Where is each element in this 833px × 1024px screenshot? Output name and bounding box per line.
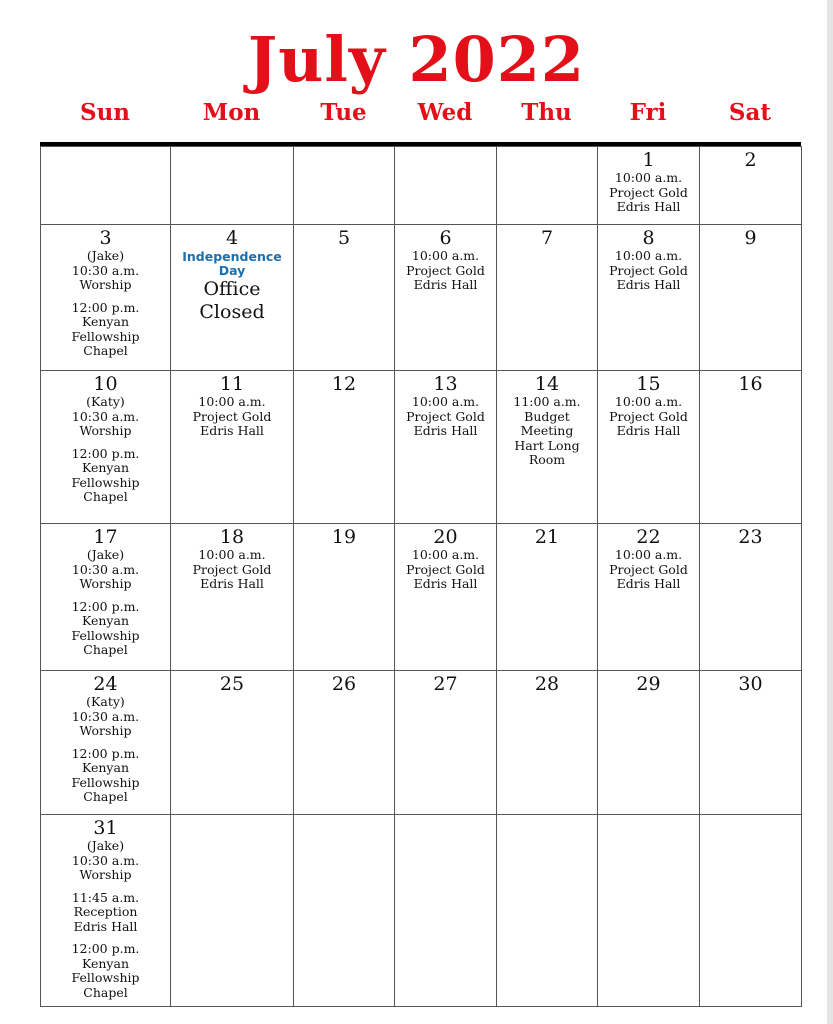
day-number: 4 <box>225 227 239 249</box>
day-number: 11 <box>219 373 245 395</box>
day-cell[interactable] <box>598 147 700 225</box>
day-cell[interactable] <box>700 371 802 524</box>
calendar-grid <box>40 146 802 1007</box>
event-block <box>497 395 597 468</box>
day-number: 8 <box>642 227 655 249</box>
event-line: 11:45 a.m. <box>71 889 140 905</box>
event-line: Reception <box>73 904 138 919</box>
event-line: 12:00 p.m. <box>71 299 140 315</box>
day-cell[interactable] <box>497 225 598 371</box>
day-cell[interactable] <box>294 225 395 371</box>
event-block <box>598 171 699 215</box>
day-number: 30 <box>738 673 763 695</box>
event-line: Worship <box>79 423 132 438</box>
event-line: Edris Hall <box>73 918 138 934</box>
event-line: Edris Hall <box>616 423 681 438</box>
event-line: Room <box>528 452 566 467</box>
day-number: 22 <box>636 526 661 548</box>
event-block <box>41 548 170 592</box>
day-cell[interactable] <box>171 225 294 371</box>
day-cell[interactable] <box>700 225 802 371</box>
day-number: 29 <box>636 673 661 695</box>
event-line: (Jake) <box>86 248 125 263</box>
event-line: 10:30 a.m. <box>71 852 140 868</box>
event-line: Worship <box>79 867 132 882</box>
event-block <box>171 395 293 439</box>
event-block <box>395 395 496 439</box>
event-line: 10:00 a.m. <box>614 547 683 562</box>
event-line: Chapel <box>83 489 128 504</box>
event-line: 11:00 a.m. <box>513 394 581 409</box>
event-line: 12:00 p.m. <box>71 941 140 956</box>
day-number: 13 <box>433 373 458 395</box>
event-line: Kenyan <box>81 760 129 775</box>
page-edge <box>827 0 833 1024</box>
day-cell[interactable] <box>294 671 395 815</box>
day-cell[interactable] <box>700 815 802 1007</box>
event-block <box>598 548 699 592</box>
event-line: Project Gold <box>609 262 688 278</box>
event-line: Kenyan <box>81 613 129 628</box>
day-cell[interactable] <box>700 524 802 671</box>
event-line: Meeting <box>520 423 574 438</box>
event-line: 10:30 a.m. <box>71 708 140 724</box>
day-cell[interactable] <box>497 147 598 225</box>
event-line: 10:30 a.m. <box>71 408 140 424</box>
week-row <box>41 671 802 815</box>
event-line: 10:00 a.m. <box>411 248 480 263</box>
day-cell[interactable] <box>294 815 395 1007</box>
weekday-wed: Wed <box>417 99 473 126</box>
weekday-fri: Fri <box>629 99 667 126</box>
event-line: (Jake) <box>86 547 125 562</box>
week-row <box>41 371 802 524</box>
day-number: 31 <box>93 817 118 839</box>
event-line: Fellowship <box>71 970 140 985</box>
day-number: 6 <box>439 227 452 249</box>
event-line: Fellowship <box>71 627 140 643</box>
day-number: 26 <box>331 673 357 695</box>
calendar-title: July 2022 <box>247 23 586 96</box>
event-line: Kenyan <box>81 955 129 971</box>
day-number: 2 <box>744 149 757 171</box>
day-cell[interactable] <box>41 524 171 671</box>
day-number: 24 <box>93 673 118 695</box>
event-line: Project Gold <box>192 561 272 577</box>
event-block <box>41 447 170 505</box>
day-number: 21 <box>534 526 560 548</box>
event-line: Edris Hall <box>413 423 478 438</box>
day-cell[interactable] <box>294 147 395 225</box>
day-number: 7 <box>540 227 554 249</box>
day-number: 19 <box>331 526 357 548</box>
event-line: Edris Hall <box>200 423 264 438</box>
event-line: Chapel <box>83 789 128 804</box>
event-line: Project Gold <box>609 184 688 200</box>
event-line: Fellowship <box>71 328 140 344</box>
day-cell[interactable] <box>395 815 497 1007</box>
event-block <box>41 395 170 439</box>
event-line: Worship <box>79 723 132 738</box>
weekday-tue: Tue <box>320 99 367 126</box>
day-cell[interactable] <box>598 524 700 671</box>
event-line: 12:00 p.m. <box>71 598 140 614</box>
event-line: 10:00 a.m. <box>614 170 683 185</box>
event-line: Project Gold <box>609 408 688 424</box>
weekday-thu: Thu <box>521 99 572 126</box>
event-block <box>41 747 170 805</box>
event-block <box>41 249 170 293</box>
day-cell[interactable] <box>395 225 497 371</box>
day-cell[interactable] <box>598 815 700 1007</box>
day-cell[interactable] <box>700 671 802 815</box>
day-cell[interactable] <box>171 671 294 815</box>
event-line: (Katy) <box>86 694 125 709</box>
day-number: 25 <box>219 673 245 695</box>
weekday-mon: Mon <box>202 99 261 126</box>
day-number: 23 <box>738 526 763 548</box>
event-line: Edris Hall <box>413 576 478 591</box>
event-line: Kenyan <box>81 314 129 329</box>
event-line: 10:00 a.m. <box>198 547 266 562</box>
event-line: (Jake) <box>86 838 125 853</box>
day-number: 18 <box>219 526 245 548</box>
day-cell[interactable] <box>395 524 497 671</box>
event-line: 12:00 p.m. <box>71 445 140 461</box>
event-line: Fellowship <box>71 474 140 490</box>
day-cell[interactable] <box>171 524 294 671</box>
event-line: 10:00 a.m. <box>614 394 683 409</box>
day-number: 17 <box>93 526 118 548</box>
day-cell[interactable] <box>497 671 598 815</box>
event-line: 10:00 a.m. <box>614 248 683 263</box>
event-block <box>41 301 170 359</box>
day-cell[interactable] <box>395 671 497 815</box>
day-cell[interactable] <box>171 147 294 225</box>
event-line: Project Gold <box>609 561 688 577</box>
event-block <box>41 891 170 935</box>
weekday-sat: Sat <box>728 99 772 126</box>
day-cell[interactable] <box>395 147 497 225</box>
day-number: 28 <box>534 673 560 695</box>
event-line: Edris Hall <box>616 576 681 591</box>
holiday-label: Independence Day <box>182 249 282 278</box>
day-cell[interactable] <box>598 225 700 371</box>
event-line: Edris Hall <box>413 277 478 292</box>
event-block <box>171 548 293 592</box>
event-block <box>395 249 496 293</box>
event-line: Edris Hall <box>200 576 264 591</box>
event-line: Edris Hall <box>616 199 681 214</box>
event-line: 10:30 a.m. <box>71 262 140 278</box>
event-line: Edris Hall <box>616 277 681 292</box>
day-number: 14 <box>534 373 560 395</box>
event-line: 10:00 a.m. <box>198 394 266 409</box>
event-line: Fellowship <box>71 774 140 790</box>
event-block <box>598 395 699 439</box>
event-line: Worship <box>79 277 132 292</box>
event-line: Project Gold <box>406 561 485 577</box>
day-number: 15 <box>636 373 661 395</box>
day-cell[interactable] <box>497 371 598 524</box>
event-line: Chapel <box>83 642 128 657</box>
day-cell[interactable] <box>598 371 700 524</box>
day-number: 5 <box>337 227 351 249</box>
day-cell[interactable] <box>41 147 171 225</box>
event-line: 10:00 a.m. <box>411 547 480 562</box>
event-line: Chapel <box>83 343 128 358</box>
day-cell[interactable] <box>41 671 171 815</box>
day-number: 9 <box>744 227 757 249</box>
day-cell[interactable] <box>598 671 700 815</box>
day-cell[interactable] <box>171 371 294 524</box>
day-number: 16 <box>738 373 763 395</box>
event-line: Chapel <box>83 984 128 1000</box>
weekday-sun: Sun <box>79 99 131 126</box>
week-row <box>41 225 802 371</box>
day-cell[interactable] <box>41 371 171 524</box>
day-cell[interactable] <box>700 147 802 225</box>
event-line: Hart Long <box>514 437 580 453</box>
weekday-header <box>40 96 801 130</box>
day-number: 20 <box>433 526 458 548</box>
office-closed-notice: Office Closed <box>199 278 265 323</box>
event-block <box>598 249 699 293</box>
day-cell[interactable] <box>395 371 497 524</box>
event-block <box>41 600 170 658</box>
day-number: 1 <box>642 149 655 171</box>
day-cell[interactable] <box>294 371 395 524</box>
event-line: Kenyan <box>81 460 129 475</box>
event-line: Project Gold <box>406 262 485 278</box>
day-cell[interactable] <box>41 815 171 1007</box>
event-line: Project Gold <box>192 408 272 424</box>
week-row <box>41 815 802 1007</box>
day-number: 27 <box>433 673 458 695</box>
day-number: 3 <box>99 227 112 249</box>
event-line: 10:30 a.m. <box>71 561 140 577</box>
day-cell[interactable] <box>171 815 294 1007</box>
day-cell[interactable] <box>294 524 395 671</box>
day-number: 12 <box>331 373 357 395</box>
week-row <box>41 147 802 225</box>
week-row <box>41 524 802 671</box>
day-number: 10 <box>93 373 118 395</box>
event-line: 12:00 p.m. <box>71 745 140 761</box>
day-cell[interactable] <box>41 225 171 371</box>
event-line: 10:00 a.m. <box>411 394 480 409</box>
day-cell[interactable] <box>497 524 598 671</box>
event-block <box>395 548 496 592</box>
event-block <box>41 942 170 1000</box>
event-line: (Katy) <box>86 394 125 409</box>
event-line: Budget <box>524 408 570 424</box>
event-line: Project Gold <box>406 408 485 424</box>
event-line: Worship <box>79 576 132 591</box>
event-block <box>41 839 170 883</box>
event-block <box>41 695 170 739</box>
day-cell[interactable] <box>497 815 598 1007</box>
